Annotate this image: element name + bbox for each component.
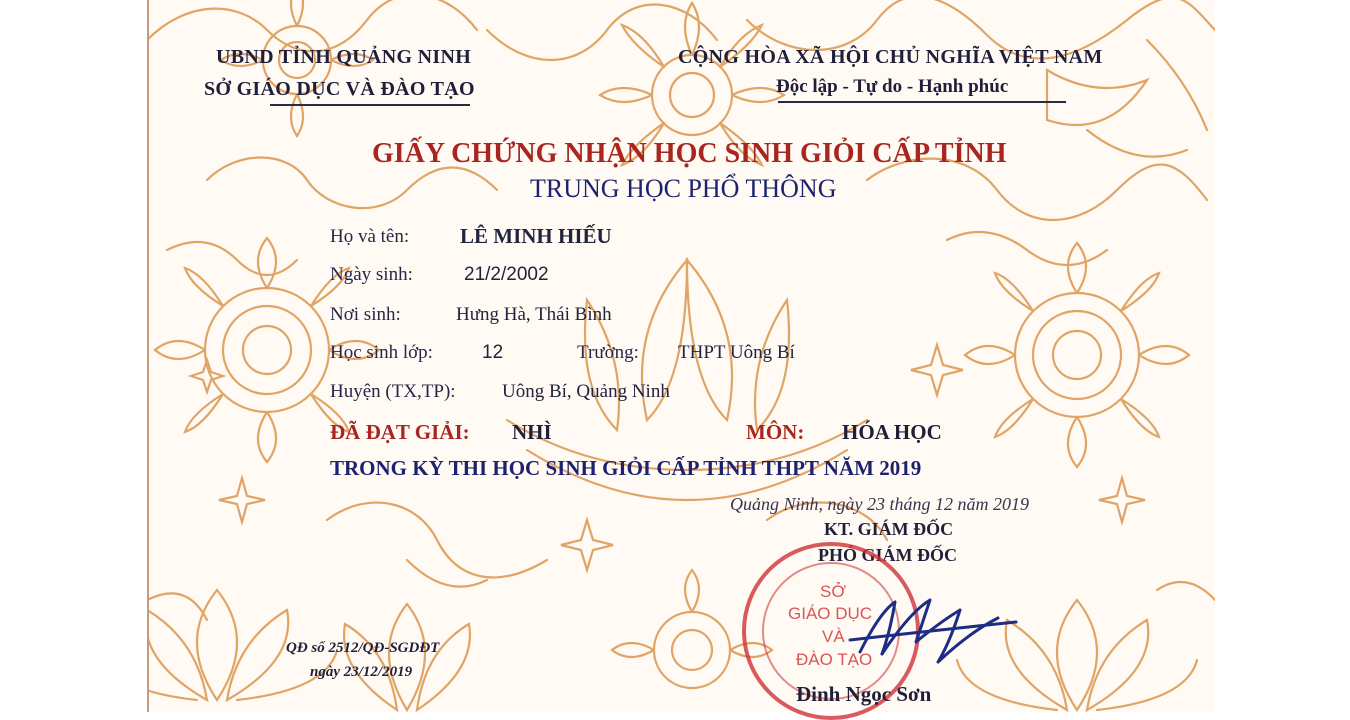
award-label: ĐÃ ĐẠT GIẢI: [330,420,470,444]
national-title: CỘNG HÒA XÃ HỘI CHỦ NGHĨA VIỆT NAM [678,46,1103,68]
signer-name: Đinh Ngọc Sơn [796,682,932,706]
certificate-subtitle: TRUNG HỌC PHỔ THÔNG [530,174,837,203]
signer-role-1: KT. GIÁM ĐỐC [824,519,954,539]
stamp-text-line4: ĐÀO TẠO [796,650,873,669]
department-name: SỞ GIÁO DỤC VÀ ĐÀO TẠO [204,78,475,100]
stamp-text-line1: SỞ [820,582,846,601]
subject-value: HÓA HỌC [842,420,942,444]
dob-label: Ngày sinh: [330,264,413,285]
school-value: THPT Uông Bí [678,342,795,363]
decision-number: QĐ số 2512/QĐ-SGDĐT [286,640,440,656]
stamp-text-line2: GIÁO DỤC [788,604,873,623]
department-underline [270,104,470,106]
school-label: Trường: [577,342,639,363]
authority-name: UBND TỈNH QUẢNG NINH [216,46,472,68]
contest-name: TRONG KỲ THI HỌC SINH GIỎI CẤP TỈNH THPT NĂM 2019 [330,456,922,480]
district-value: Uông Bí, Quảng Ninh [502,381,670,402]
place-date: Quảng Ninh, ngày 23 tháng 12 năm 2019 [730,494,1029,514]
student-name: LÊ MINH HIẾU [460,224,612,248]
name-label: Họ và tên: [330,226,410,247]
certificate-title: GIẤY CHỨNG NHẬN HỌC SINH GIỎI CẤP TỈNH [372,138,1007,169]
pob-label: Nơi sinh: [330,304,401,325]
signer-role-2: PHÓ GIÁM ĐỐC [818,545,957,565]
stamp-text-line3: VÀ [822,627,845,646]
award-value: NHÌ [512,420,552,444]
grade-label: Học sinh lớp: [330,342,433,363]
handwritten-signature [820,582,1020,672]
dob-value: 21/2/2002 [464,264,549,285]
paper-left-edge [147,0,149,712]
grade-value: 12 [482,342,504,363]
decision-date: ngày 23/12/2019 [310,664,413,680]
motto-underline [778,101,1066,103]
pob-value: Hưng Hà, Thái Bình [456,304,612,325]
national-motto: Độc lập - Tự do - Hạnh phúc [776,76,1009,97]
subject-label: MÔN: [746,420,805,444]
district-label: Huyện (TX,TP): [330,381,456,402]
